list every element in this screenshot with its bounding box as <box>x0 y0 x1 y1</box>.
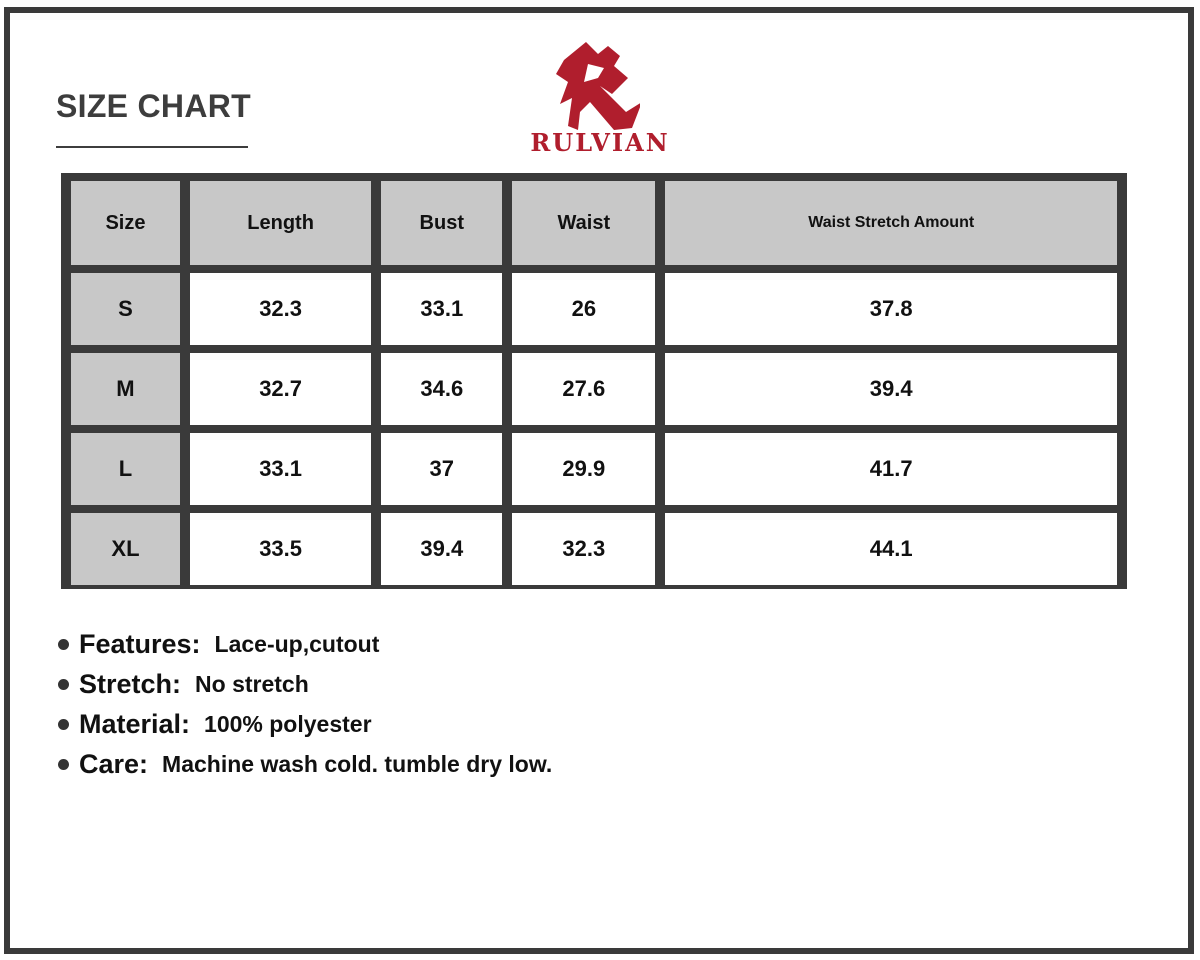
size-label: L <box>71 433 180 505</box>
col-header-waist: Waist <box>512 181 655 265</box>
size-label: S <box>71 273 180 345</box>
waist-stretch-cell: 39.4 <box>665 353 1117 425</box>
waist-cell: 29.9 <box>512 433 655 505</box>
detail-label: Material: <box>79 708 191 739</box>
detail-material <box>58 704 552 744</box>
col-header-length: Length <box>190 181 371 265</box>
detail-label: Features: <box>79 628 201 659</box>
bullet-dot-icon <box>58 719 69 730</box>
col-header-waist-stretch: Waist Stretch Amount <box>665 181 1117 265</box>
waist-cell: 27.6 <box>512 353 655 425</box>
waist-stretch-cell: 37.8 <box>665 273 1117 345</box>
detail-value: 100% polyester <box>204 710 372 737</box>
table-row <box>71 353 1117 425</box>
bullet-dot-icon <box>58 639 69 650</box>
bust-cell: 39.4 <box>381 513 502 585</box>
rulvian-r-logo-icon <box>550 34 640 130</box>
detail-label: Care: <box>79 748 149 779</box>
bullet-dot-icon <box>58 679 69 690</box>
table-row <box>71 513 1117 585</box>
detail-label: Stretch: <box>79 668 182 699</box>
page-title: SIZE CHART <box>56 88 251 124</box>
length-cell: 33.1 <box>190 433 371 505</box>
waist-cell: 26 <box>512 273 655 345</box>
detail-value: Machine wash cold. tumble dry low. <box>162 750 553 777</box>
bullet-dot-icon <box>58 759 69 770</box>
detail-value: Lace-up,cutout <box>214 630 380 657</box>
bust-cell: 37 <box>381 433 502 505</box>
table-row <box>71 433 1117 505</box>
detail-features <box>58 624 552 664</box>
table-header-row <box>71 181 1117 265</box>
title-underline <box>56 146 248 148</box>
length-cell: 32.3 <box>190 273 371 345</box>
size-table <box>61 173 1127 589</box>
size-label: M <box>71 353 180 425</box>
detail-care <box>58 744 552 784</box>
size-label: XL <box>71 513 180 585</box>
bust-cell: 34.6 <box>381 353 502 425</box>
waist-stretch-cell: 44.1 <box>665 513 1117 585</box>
product-details <box>58 624 552 784</box>
col-header-bust: Bust <box>381 181 502 265</box>
waist-cell: 32.3 <box>512 513 655 585</box>
table-row <box>71 273 1117 345</box>
detail-stretch <box>58 664 552 704</box>
brand-name: RULVIAN <box>530 128 670 157</box>
length-cell: 32.7 <box>190 353 371 425</box>
col-header-size: Size <box>71 181 180 265</box>
length-cell: 33.5 <box>190 513 371 585</box>
waist-stretch-cell: 41.7 <box>665 433 1117 505</box>
detail-value: No stretch <box>195 670 309 697</box>
bust-cell: 33.1 <box>381 273 502 345</box>
